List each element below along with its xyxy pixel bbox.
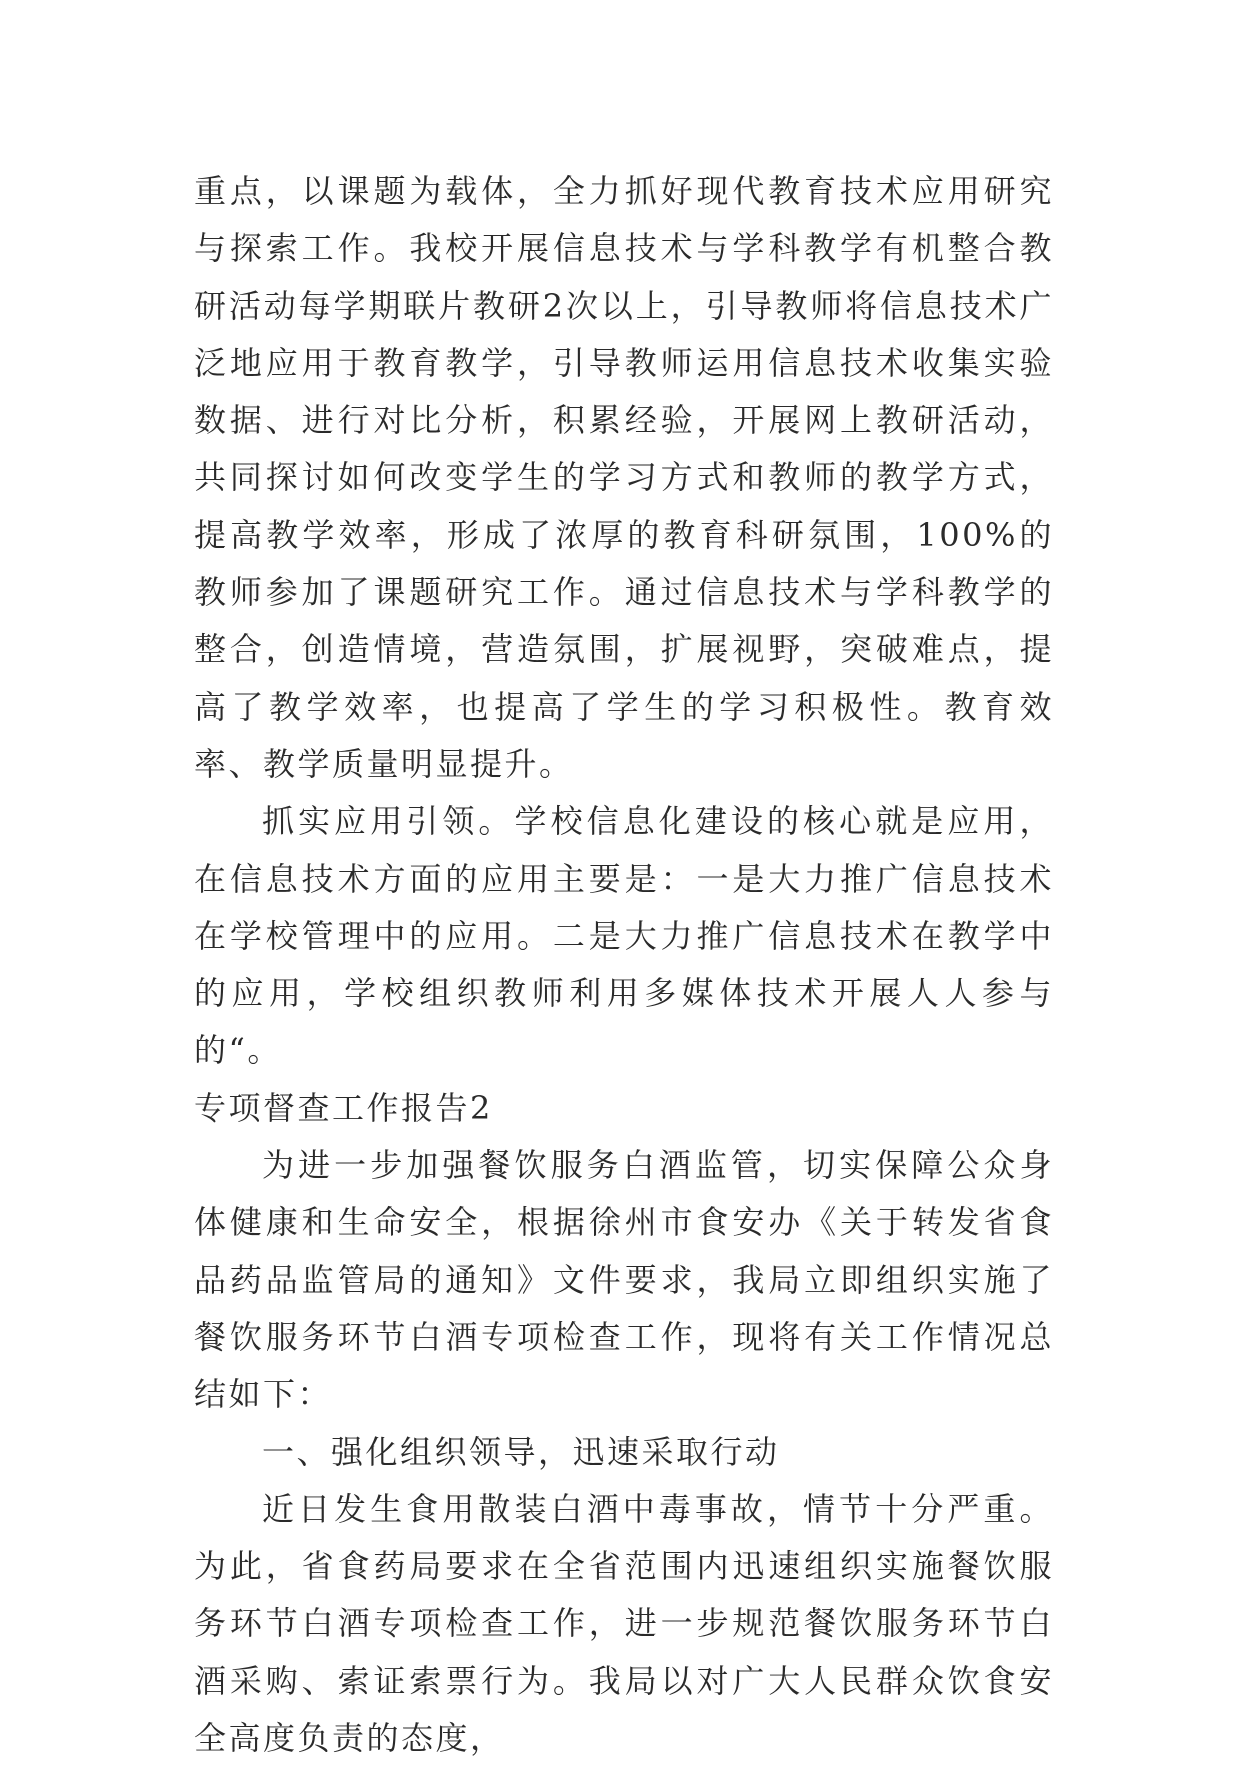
paragraph-education-research: 重点，以课题为载体，全力抓好现代教育技术应用研究与探索工作。我校开展信息技术与学科教学有机整合教研活动每学期联片教研2次以上，引导教师将信息技术广泛地应用于教育教学，引导教师运用信息技术收集实验数据、进行对比分析，积累经验，开展网上教研活动，共同探讨如何改变学生的学习方式和教师的教学方式，提高教学效率，形成了浓厚的教育科研氛围，100%的教师参加了课题研究工作。通过信息技术与学科教学的整合，创造情境，营造氛围，扩展视野，突破难点，提高了教学效率，也提高了学生的学习积极性。教育效率、教学质量明显提升。 bbox=[194, 172, 1054, 783]
document-body bbox=[194, 163, 1054, 1767]
section-title: 专项督查工作报告2 bbox=[194, 1088, 493, 1127]
paragraph-intro: 为进一步加强餐饮服务白酒监管，切实保障公众身体健康和生命安全，根据徐州市食安办《关于转发省食品药品监管局的通知》文件要求，我局立即组织实施了餐饮服务环节白酒专项检查工作，现将有关工作情况总结如下： bbox=[194, 1146, 1054, 1414]
paragraph-incident: 近日发生食用散装白酒中毒事故，情节十分严重。为此，省食药局要求在全省范围内迅速组织实施餐饮服务环节白酒专项检查工作，进一步规范餐饮服务环节白酒采购、索证索票行为。我局以对广大人民群众饮食安全高度负责的态度， bbox=[194, 1489, 1054, 1758]
paragraph-application-lead: 抓实应用引领。学校信息化建设的核心就是应用，在信息技术方面的应用主要是：一是大力推广信息技术在学校管理中的应用。二是大力推广信息技术在教学中的应用，学校组织教师利用多媒体技术开展人人参与的“。 bbox=[194, 802, 1054, 1070]
sub-heading-organization: 一、强化组织领导，迅速采取行动 bbox=[262, 1432, 780, 1471]
